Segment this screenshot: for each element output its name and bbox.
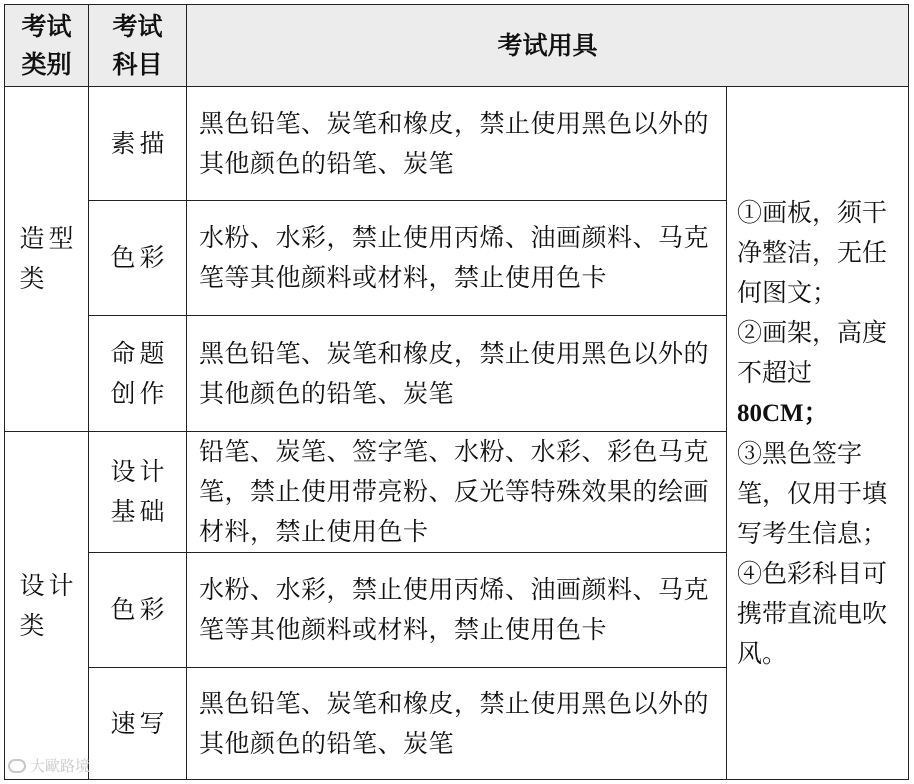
common-tools-cell [727, 87, 909, 780]
subject-cell: 素描 [89, 87, 187, 201]
tools-cell: 水粉、水彩，禁止使用丙烯、油画颜料、马克笔等其他颜料或材料，禁止使用色卡 [187, 201, 727, 316]
watermark-logo-icon [8, 759, 26, 773]
subject-cell: 设计基础 [89, 432, 187, 553]
tools-cell: 黑色铅笔、炭笔和橡皮，禁止使用黑色以外的其他颜色的铅笔、炭笔 [187, 316, 727, 432]
category-cell-modeling: 造型类 [5, 87, 89, 432]
subject-cell: 色彩 [89, 553, 187, 668]
subject-cell: 速写 [89, 668, 187, 780]
tools-cell: 铅笔、炭笔、签字笔、水粉、水彩、彩色马克笔，禁止使用带亮粉、反光等特殊效果的绘画材料，禁止使用色卡 [187, 432, 727, 553]
tools-cell: 水粉、水彩，禁止使用丙烯、油画颜料、马克笔等其他颜料或材料，禁止使用色卡 [187, 553, 727, 668]
tools-cell: 黑色铅笔、炭笔和橡皮，禁止使用黑色以外的其他颜色的铅笔、炭笔 [187, 87, 727, 201]
common-tool-item: ①画板，须干净整洁，无任何图文； [737, 197, 888, 307]
exam-tools-table [4, 4, 909, 780]
tools-cell: 黑色铅笔、炭笔和橡皮，禁止使用黑色以外的其他颜色的铅笔、炭笔 [187, 668, 727, 780]
table-row [5, 87, 909, 201]
header-row [5, 5, 909, 87]
subject-cell: 命题创作 [89, 316, 187, 432]
common-tool-item: ②画架，高度不超过80CM； [737, 317, 888, 427]
subject-cell: 色彩 [89, 201, 187, 316]
common-tool-item: ③黑色签字笔，仅用于填写考生信息； [737, 438, 888, 548]
watermark-text: 大歐路境 [30, 757, 91, 775]
category-cell-design: 设计类 [5, 432, 89, 780]
header-subject: 考试科目 [89, 5, 187, 87]
watermark [8, 755, 90, 776]
exam-tools-table-wrapper [4, 4, 908, 780]
common-tool-item: ④色彩科目可携带直流电吹风。 [737, 558, 888, 668]
header-category: 考试类别 [5, 5, 89, 87]
header-tools: 考试用具 [187, 5, 909, 87]
